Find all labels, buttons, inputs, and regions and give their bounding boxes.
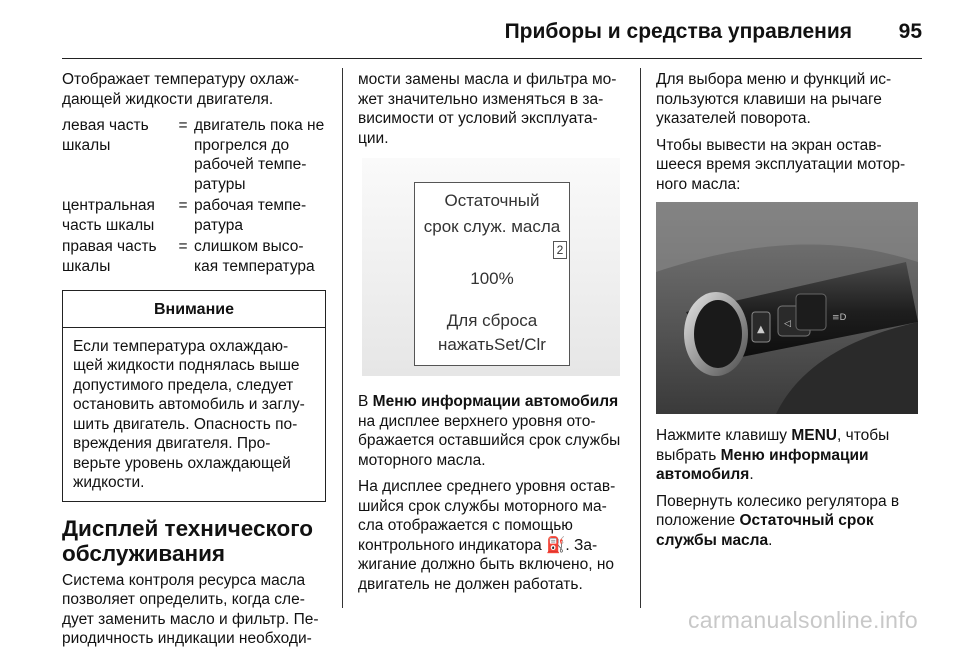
continuation-paragraph: мости замены масла и фильтра мо-жет значительно изменяться в за-висимости от условий эксплуата-ции. xyxy=(358,71,617,147)
intro-paragraph: Отображает температуру охлаж-дающей жидкости двигателя. xyxy=(62,71,300,108)
oil-life-display-illustration xyxy=(362,158,620,376)
bold-term: Меню информации автомобиля xyxy=(372,393,619,410)
definition-table xyxy=(62,116,326,278)
column-1 xyxy=(62,70,326,656)
definition-sep: = xyxy=(178,197,188,214)
column-2 xyxy=(358,70,624,601)
definition-sep: = xyxy=(178,117,188,134)
definition-term: левая часть шкалы xyxy=(62,117,149,154)
text-run: , чтобы выбрать xyxy=(656,427,890,464)
definition-row xyxy=(62,196,326,237)
definition-desc: слишком высо-кая температура xyxy=(194,238,315,275)
definition-sep: = xyxy=(178,238,188,255)
bold-term: Остаточный срок службы масла xyxy=(656,512,874,549)
info-menu-paragraph xyxy=(358,392,624,470)
show-oil-life-paragraph: Чтобы вывести на экран остав-шееся время эксплуатации мотор-ного масла: xyxy=(656,136,906,193)
svg-text:▲: ▲ xyxy=(757,324,765,335)
bold-term: Меню информации автомобиля xyxy=(656,446,869,483)
text-run: . xyxy=(768,531,773,549)
display-line-2: срок служ. масла xyxy=(423,217,561,236)
bold-term: MENU xyxy=(791,427,837,444)
definition-term: правая часть шкалы xyxy=(62,238,157,275)
display-line-1: Остаточный xyxy=(444,191,540,210)
svg-text:◁: ◁ xyxy=(784,319,791,329)
text-run: Повернуть колесико регулятора в положение xyxy=(656,492,900,529)
display-line-3: Для сброса xyxy=(446,311,538,330)
notice-heading: Внимание xyxy=(63,291,325,328)
definition-desc: двигатель пока не прогрелся до рабочей темпе-ратуры xyxy=(194,117,325,193)
text-run: . xyxy=(749,466,754,483)
section-body: Система контроля ресурса масла позволяет определить, когда сле-дует заменить масло и фильтр. Пе-риодичность индикации необходи- xyxy=(62,571,319,647)
page-title: Приборы и средства управления xyxy=(504,20,852,43)
watermark: carmanualsonline.info xyxy=(687,607,918,633)
svg-text:≡D: ≡D xyxy=(832,313,847,323)
text-run: В xyxy=(358,393,373,410)
page-header xyxy=(62,0,922,60)
mid-level-paragraph: На дисплее среднего уровня остав-шийся срок службы моторного ма-сла отображается с помощью контрольного индикатора ⛽. За-жигание должно быть включено, но двигатель не должен работать. xyxy=(358,478,616,593)
text-run: на дисплее верхнего уровня ото-бражается оставшийся срок службы моторного масла. xyxy=(358,412,621,469)
display-screen xyxy=(414,182,570,366)
display-page-badge: 2 xyxy=(553,241,567,259)
definition-row xyxy=(62,237,326,278)
turn-wheel-paragraph xyxy=(656,492,922,551)
turn-signal-lever-photo xyxy=(656,202,918,414)
display-percent: 100% xyxy=(470,269,514,288)
menu-keys-paragraph: Для выбора меню и функций ис-пользуются клавиши на рычаге указателей поворота. xyxy=(656,71,892,127)
warning-notice xyxy=(62,290,326,502)
display-line-4: нажатьSet/Clr xyxy=(438,335,546,354)
column-3 xyxy=(656,70,922,557)
section-title: Дисплей технического обслуживания xyxy=(62,515,314,566)
column-divider-1 xyxy=(342,68,343,608)
menu-key-paragraph xyxy=(656,426,922,485)
page-number: 95 xyxy=(898,20,922,43)
text-run: Нажмите клавишу xyxy=(656,427,792,444)
definition-row xyxy=(62,116,326,196)
definition-desc: рабочая темпе-ратура xyxy=(194,197,307,234)
column-divider-2 xyxy=(640,68,641,608)
header-rule xyxy=(62,58,922,59)
notice-body: Если температура охлаждаю-щей жидкости поднялась выше допустимого предела, следует остановить автомобиль и заглу-шить двигатель. Опасность по-вреждения двигателя. Про-верьте уровень охлаждающей жидкости. xyxy=(73,337,305,491)
definition-term: центральная часть шкалы xyxy=(62,197,155,234)
